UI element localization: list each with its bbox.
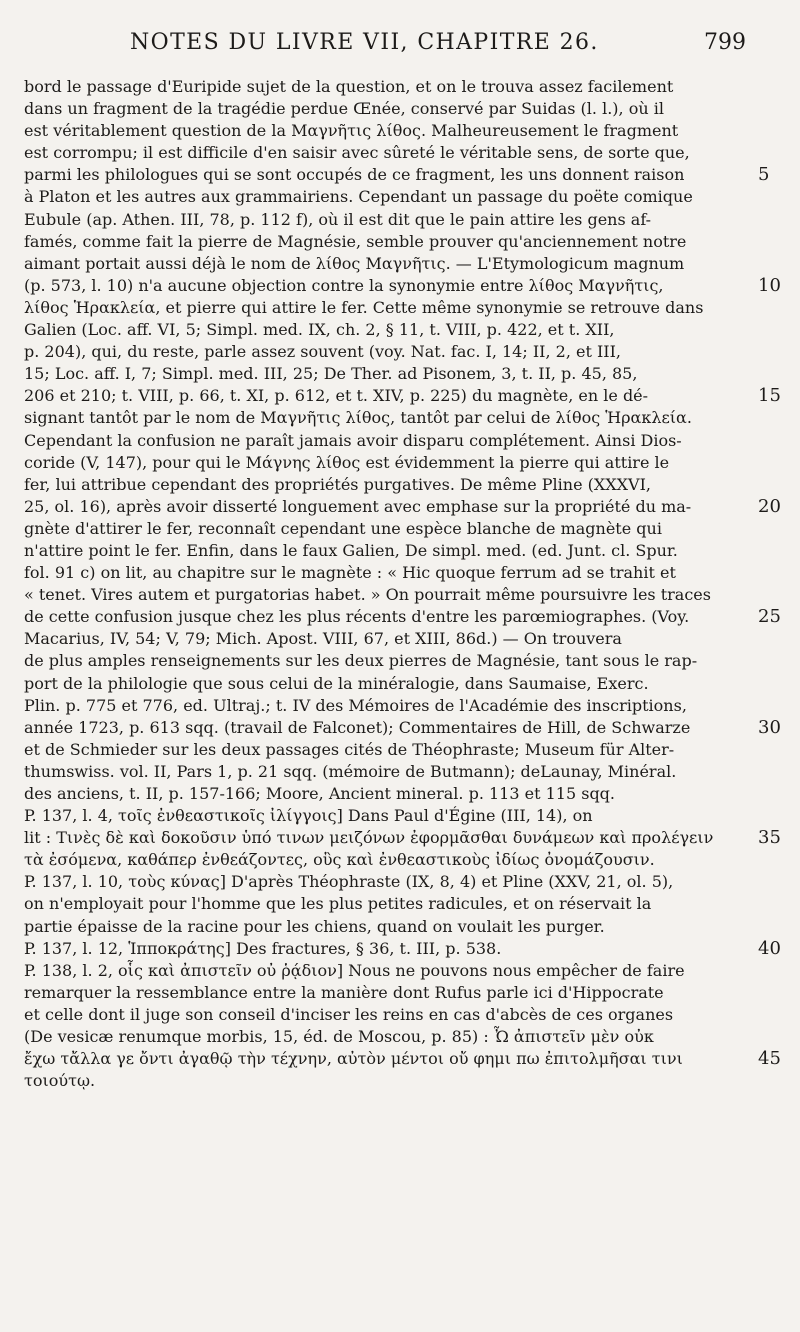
- text-line: Macarius, IV, 54; V, 79; Mich. Apost. VIII, 67, et XIII, 86d.) — On trouvera: [24, 629, 622, 649]
- text-line: à Platon et les autres aux grammairiens. Cependant un passage du poëte comique: [24, 187, 693, 207]
- text-line: fer, lui attribue cependant des propriétés purgatives. De même Pline (XXXVI,: [24, 474, 651, 494]
- text-line: lit : Τινὲς δὲ καὶ δοκοῦσιν ὑπό τινων μειζόνων ἐφορμᾶσθαι δυνάμεων καὶ προλέγειν: [24, 828, 714, 848]
- text-line: des anciens, t. II, p. 157-166; Moore, Ancient mineral. p. 113 et 115 sqq.: [24, 784, 616, 803]
- margin-line-number: 10: [758, 274, 781, 296]
- text-line: et de Schmieder sur les deux passages cités de Théophraste; Museum für Alter-: [24, 739, 675, 759]
- text-line: fol. 91 c) on lit, au chapitre sur le magnète : « Hic quoque ferrum ad se trahit et: [24, 563, 676, 583]
- margin-line-number: 45: [758, 1048, 781, 1070]
- text-line: famés, comme fait la pierre de Magnésie, semble prouver qu'anciennement notre: [24, 231, 687, 251]
- text-line: de plus amples renseignements sur les deux pierres de Magnésie, tant sous le rap-: [24, 651, 698, 671]
- text-line: « tenet. Vires autem et purgatorias habet. » On pourrait même poursuivre les traces: [24, 585, 711, 605]
- text-line: (p. 573, l. 10) n'a aucune objection contre la synonymie entre λίθος Μαγνῆτις,: [24, 275, 664, 295]
- text-line: τοιούτῳ.: [24, 1071, 96, 1091]
- running-head: NOTES DU LIVRE VII, CHAPITRE 26.: [130, 30, 599, 55]
- text-line: est corrompu; il est difficile d'en saisir avec sûreté le véritable sens, de sorte que,: [24, 143, 690, 163]
- text-line: λίθος Ἡρακλεία, et pierre qui attire le fer. Cette même synonymie se retrouve dans: [24, 297, 704, 317]
- margin-line-number: 35: [758, 827, 781, 849]
- text-line: et celle dont il juge son conseil d'inciser les reins en cas d'abcès de ces organes: [24, 1004, 674, 1024]
- text-line: thumswiss. vol. II, Pars 1, p. 21 sqq. (mémoire de Butmann); deLaunay, Minéral.: [24, 761, 677, 781]
- text-line: est véritablement question de la Μαγνῆτις λίθος. Malheureusement le fragment: [24, 121, 679, 141]
- margin-line-number: 30: [758, 716, 781, 738]
- text-line: port de la philologie que sous celui de la minéralogie, dans Saumaise, Exerc.: [24, 673, 649, 693]
- text-line: partie épaisse de la racine pour les chiens, quand on voulait les purger.: [24, 916, 605, 936]
- text-line: parmi les philologues qui se sont occupés de ce fragment, les uns donnent raison: [24, 165, 685, 185]
- text-line: p. 204), qui, du reste, parle assez souvent (voy. Nat. fac. I, 14; II, 2, et III,: [24, 342, 622, 362]
- text-line: ἔχω τἄλλα γε ὄντι ἀγαθῷ τὴν τέχνην, αὐτὸν μέντοι οὔ φημι πω ἐπιτολμῆσαι τινι: [24, 1049, 683, 1069]
- text-line: P. 137, l. 4, τοῖς ἐνθεαστικοῖς ἰλίγγοις] Dans Paul d'Égine (III, 14), on: [24, 806, 593, 826]
- margin-line-number: 20: [758, 495, 781, 517]
- text-line: Plin. p. 775 et 776, ed. Ultraj.; t. IV des Mémoires de l'Académie des inscriptions,: [24, 695, 687, 715]
- margin-line-number: 5: [758, 164, 770, 186]
- text-line: Cependant la confusion ne paraît jamais avoir disparu complétement. Ainsi Dios-: [24, 430, 682, 450]
- text-line: 206 et 210; t. VIII, p. 66, t. XI, p. 612, et t. XIV, p. 225) du magnète, en le dé-: [24, 386, 649, 406]
- margin-line-number: 40: [758, 937, 781, 959]
- text-line: année 1723, p. 613 sqq. (travail de Falconet); Commentaires de Hill, de Schwarze: [24, 717, 691, 737]
- text-line: dans un fragment de la tragédie perdue Œnée, conservé par Suidas (l. l.), où il: [24, 99, 664, 119]
- text-line: bord le passage d'Euripide sujet de la question, et on le trouva assez facilement: [24, 77, 674, 96]
- text-line: remarquer la ressemblance entre la manière dont Rufus parle ici d'Hippocrate: [24, 982, 664, 1002]
- text-line: signant tantôt par le nom de Μαγνῆτις λίθος, tantôt par celui de λίθος Ἡρακλεία.: [24, 408, 692, 428]
- margin-line-number: 15: [758, 385, 781, 407]
- page-number: 799: [704, 30, 746, 55]
- text-line: P. 138, l. 2, οἷς καὶ ἀπιστεῖν οὐ ῥᾴδιον] Nous ne pouvons nous empêcher de faire: [24, 960, 685, 980]
- text-line: de cette confusion jusque chez les plus récents d'entre les parœmiographes. (Voy.: [24, 607, 690, 627]
- text-line: coride (V, 147), pour qui le Μάγνης λίθος est évidemment la pierre qui attire le: [24, 452, 670, 472]
- text-line: n'attire point le fer. Enfin, dans le faux Galien, De simpl. med. (ed. Junt. cl. Spur.: [24, 540, 678, 560]
- text-line: P. 137, l. 12, Ἱπποκράτης] Des fractures, § 36, t. III, p. 538.: [24, 938, 502, 958]
- text-line: P. 137, l. 10, τοὺς κύνας] D'après Théophraste (IX, 8, 4) et Pline (XXV, 21, ol. 5),: [24, 872, 674, 892]
- page-header: [0, 30, 800, 70]
- text-line: Eubule (ap. Athen. III, 78, p. 112 f), où il est dit que le pain attire les gens af-: [24, 209, 652, 229]
- text-line: aimant portait aussi déjà le nom de λίθος Μαγνῆτις. — L'Etymologicum magnum: [24, 253, 685, 273]
- text-line: 25, ol. 16), après avoir disserté longuement avec emphase sur la propriété du ma-: [24, 496, 692, 516]
- text-line: τὰ ἐσόμενα, καθάπερ ἐνθεάζοντες, οὓς καὶ ἐνθεαστικοὺς ἰδίως ὀνομάζουσιν.: [24, 850, 655, 870]
- text-line: (De vesicæ renumque morbis, 15, éd. de Moscou, p. 85) : Ὦ ἀπιστεῖν μὲν οὐκ: [24, 1027, 654, 1047]
- text-line: on n'employait pour l'homme que les plus petites radicules, et on réservait la: [24, 894, 652, 914]
- margin-line-number: 25: [758, 606, 781, 628]
- text-line: 15; Loc. aff. I, 7; Simpl. med. III, 25; De Ther. ad Pisonem, 3, t. II, p. 45, 85,: [24, 364, 638, 384]
- text-line: gnète d'attirer le fer, reconnaît cependant une espèce blanche de magnète qui: [24, 518, 662, 538]
- text-line: Galien (Loc. aff. VI, 5; Simpl. med. IX, ch. 2, § 11, t. VIII, p. 422, et t. XII,: [24, 320, 615, 340]
- notes-body: [24, 76, 764, 1092]
